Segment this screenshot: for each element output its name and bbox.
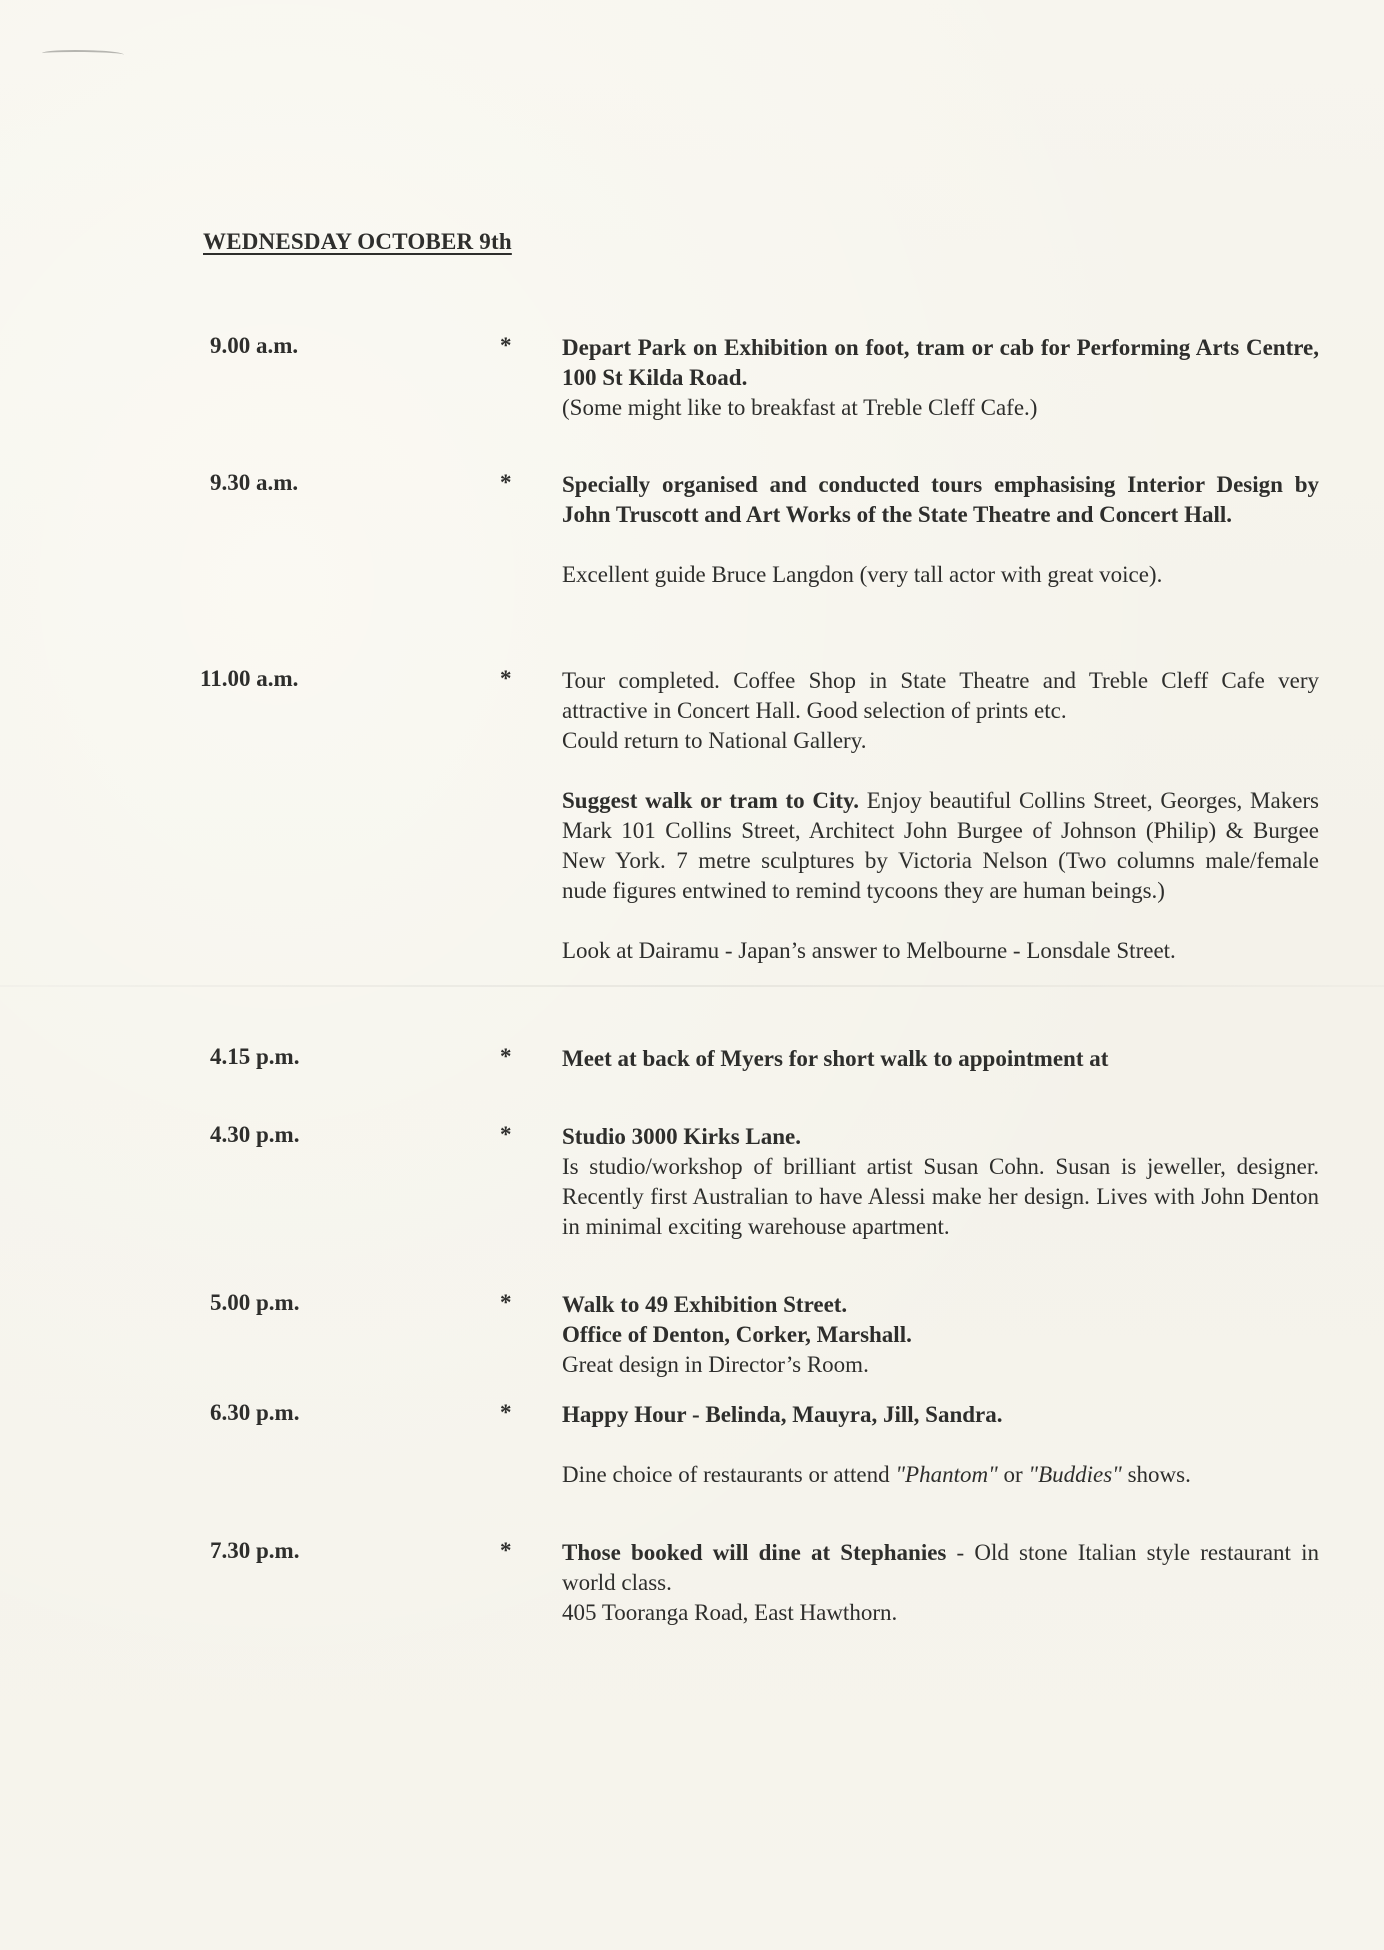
entry-line: Dine choice of restaurants or attend <box>562 1462 896 1487</box>
entry-line: Specially organised and conducted tours emphasising Interior Design by John Truscott and Art Works of the State Theatre and Concert Hall. <box>562 472 1319 527</box>
entry-paragraph <box>562 1538 1319 1598</box>
entry-time: 5.00 p.m. <box>210 1290 300 1315</box>
entry-line: (Some might like to breakfast at Treble Cleff Cafe.) <box>562 395 1038 420</box>
bullet-asterisk: * <box>500 1538 512 1563</box>
entry-line: Enjoy beautiful Collins Street, Georges, Makers Mark 101 Collins Street, Architect John Burgee of Johnson (Philip) & Burgee New York. 7 metre sculptures by Victoria Nelson (Two columns male/female nude figures entwined to remind tycoons they are human beings.) <box>562 788 1320 903</box>
entry-line: 405 Tooranga Road, East Hawthorn. <box>562 1600 898 1625</box>
bullet-asterisk: * <box>500 1290 512 1315</box>
entry-line: Happy Hour - Belinda, Mauyra, Jill, Sandra. <box>562 1402 1003 1427</box>
show-title-buddies: "Buddies" <box>1028 1462 1122 1487</box>
entry-time: 9.00 a.m. <box>210 333 299 358</box>
entry-time: 11.00 a.m. <box>200 666 299 691</box>
entry-line-bold: Suggest walk or tram to City. <box>562 788 860 813</box>
entry-description <box>562 666 1319 966</box>
entry-description <box>562 470 1319 590</box>
entry-line: Great design in Director’s Room. <box>562 1352 869 1377</box>
entry-line: Walk to 49 Exhibition Street. <box>562 1292 848 1317</box>
entry-time: 4.15 p.m. <box>210 1044 300 1069</box>
entry-line: - Old stone Italian style restaurant in world class. <box>562 1540 1319 1595</box>
entry-paragraph <box>562 786 1319 906</box>
entry-description <box>562 1538 1319 1628</box>
entry-line-bold: Those booked will dine at Stephanies <box>562 1540 947 1565</box>
entry-paragraph <box>562 1460 1319 1490</box>
entry-time: 6.30 p.m. <box>210 1400 300 1425</box>
entry-line: Office of Denton, Corker, Marshall. <box>562 1322 912 1347</box>
entry-line: or <box>997 1462 1029 1487</box>
entry-line: Could return to National Gallery. <box>562 728 867 753</box>
bullet-asterisk: * <box>500 1044 512 1069</box>
entry-line: shows. <box>1121 1462 1191 1487</box>
bullet-asterisk: * <box>500 333 512 358</box>
entry-line: Depart Park on Exhibition on foot, tram or cab for Performing Arts Centre, 100 St Kilda Road. <box>562 335 1319 390</box>
entry-line: Look at Dairamu - Japan’s answer to Melbourne - Lonsdale Street. <box>562 938 1176 963</box>
show-title-phantom: "Phantom" <box>895 1462 998 1487</box>
entry-line: Tour completed. Coffee Shop in State Theatre and Treble Cleff Cafe very attractive in Concert Hall. Good selection of prints etc. <box>562 668 1319 723</box>
pencil-mark <box>42 50 124 58</box>
entry-line: Meet at back of Myers for short walk to appointment at <box>562 1046 1109 1071</box>
entry-description <box>562 1290 1319 1380</box>
entry-description <box>562 1122 1319 1242</box>
entry-line: Studio 3000 Kirks Lane. <box>562 1124 801 1149</box>
bullet-asterisk: * <box>500 470 512 495</box>
page-title: WEDNESDAY OCTOBER 9th <box>203 229 512 254</box>
bullet-asterisk: * <box>500 666 512 691</box>
entry-line: Excellent guide Bruce Langdon (very tall actor with great voice). <box>562 562 1163 587</box>
paper-fold-line <box>0 985 1384 987</box>
entry-time: 4.30 p.m. <box>210 1122 300 1147</box>
entry-description <box>562 333 1319 423</box>
bullet-asterisk: * <box>500 1400 512 1425</box>
entry-time: 9.30 a.m. <box>210 470 299 495</box>
entry-time: 7.30 p.m. <box>210 1538 300 1563</box>
entry-line: Is studio/workshop of brilliant artist Susan Cohn. Susan is jeweller, designer. Recently first Australian to have Alessi make her design. Lives with John Denton in minimal exciting warehouse apartment. <box>562 1154 1319 1239</box>
entry-description <box>562 1044 1319 1074</box>
entry-description <box>562 1400 1319 1490</box>
bullet-asterisk: * <box>500 1122 512 1147</box>
